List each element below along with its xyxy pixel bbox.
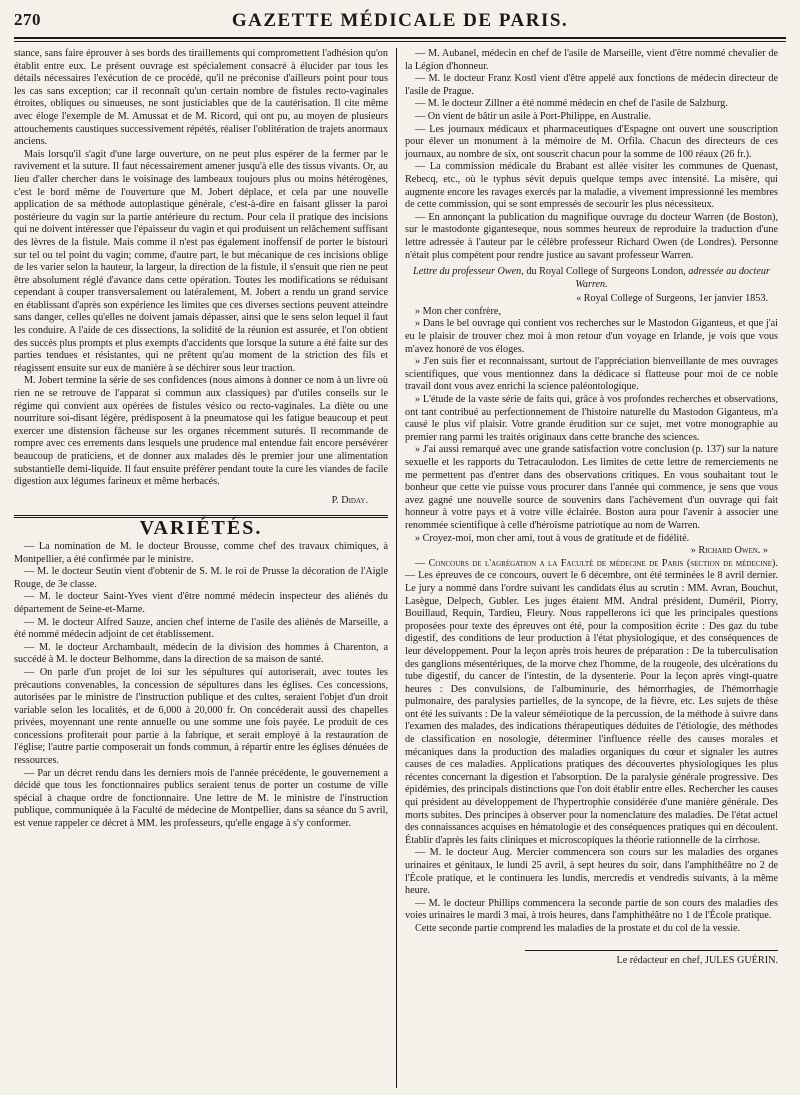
concours-heading: — Concours de l'agrégation a la Faculté de médecine de Paris (section de médecine). [415, 557, 778, 569]
news-item: — M. le docteur Saint-Yves vient d'être nommé médecin inspecteur des aliénés du département de Seine-et-Marne. [14, 591, 388, 615]
editor-signature: Le rédacteur en chef, JULES GUÉRIN. [525, 950, 778, 968]
letter-paragraph: » Dans le bel ouvrage qui contient vos recherches sur le Mastodon Giganteus, et que j'ai eu le plaisir de trouver chez moi à mon retour d'un voyage en Irlande, je vois que vous m'avez honoré de vos éloges. [405, 318, 778, 355]
letter-title-recipient: adressée au docteur Warren. [575, 266, 770, 290]
review-paragraph: Mais lorsqu'il s'agit d'une large ouverture, on ne peut plus espérer de la fermer par le ravivement et la suture. Il faut nécessairement amener jusqu'à elle des tissus vivants. Or, au lieu d'aller chercher dans le voisinage des lambeaux toujours plus ou moins hétérogènes, c'est le bord même de l'ouverture que M. Jobert déplace, et cela par une nouvelle application de sa méthode autoplastique générale, c'est-à-dire en faisant glisser la paroi postérieure du vagin sur la partie antérieure du rectum. Pour cela il pratique des incisions qui ne doivent intéresser que l'épaisseur du vagin et qui produisent un relâchement suffisant des lèvres de la fistule. Mais comme il n'est pas également inoffensif de porter le bistouri sur tel ou tel point du vagin; comme, d'autre part, le but mécanique de ces incisions oblige de les varier selon la hauteur, la largeur, la direction de la fistule, il s'ensuit que rien ne peut être absolument réglé d'avance dans cette opération. Toutes les modifications se réduisant cependant à couper transversalement ou latéralement, M. Jobert a rendu un grand service en établissant d'après son expérience les limites que ces diverses sections peuvent atteindre sans danger, celles qu'elles ne doivent jamais dépasser, ainsi que le sens selon lequel il faut les conduire. A l'aide de ces dissections, la solidité de la réunion est assurée, et l'on obtient des succès plus prompts et plus exempts d'accidents que lorsque la suture a été faite sur des parties tendues et résistantes, qui ne prêtent qu'au moment de la striction des fils et réagissent ensuite sur eux de manière à se déchirer sous leur traction. [14, 148, 388, 374]
right-column [396, 48, 778, 1088]
news-item: — M. le docteur Phillips commencera la seconde partie de son cours des maladies des voies urinaires le mardi 3 mai, à trois heures, dans l'amphithéâtre no 1 de l'École pratique. [405, 897, 778, 922]
review-paragraph: M. Jobert termine la série de ses confidences (nous aimons à donner ce nom à un livre où rien ne se retrouve de l'apparat si commun aux classiques) par d'utiles conseils sur le régime qui convient aux opérées de fistules vésico ou recto-vaginales. La diète ou une nourriture soi-disant légère, prédisposent à la pneumatose qui les fatigue beaucoup et peut exercer une distension fâcheuse sur les organes récemment suturés. Il recommande de rompre avec ces errements dans lesquels une prudence mal entendue fait encore persévérer beaucoup de praticiens, et de donner aux malades dès le premier jour une alimentation substantielle demi-liquide. Il faut ensuite préférer pendant toute la cure les viandes de facile digestion aux légumes farineux et même herbacés. [14, 375, 388, 488]
letter-paragraph: » L'étude de la vaste série de faits qui, grâce à vos profondes recherches et observations, ont tant contribué au perfectionnement de l'histoire naturelle du Mastodon Giganteus, m'a causé le plus vif plaisir. Votre grande érudition sur ce sujet, met votre monographie au premier rang parmi les traités originaux dans cette branche des sciences. [405, 394, 778, 443]
journal-title: GAZETTE MÉDICALE DE PARIS. [231, 10, 569, 31]
letter-closing: » Richard Owen. » [690, 545, 768, 557]
concours-body: — Les épreuves de ce concours, ouvert le 6 décembre, ont été terminées le 8 avril dernier. Le jury a nommé dans l'ordre suivant les candidats élus au scrutin : MM. Avran, Bouchut, Lasègue, Delpech, Gubler. Les juges étaient MM. Andral président, Duméril, Piorry, Bouillaud, Requin, Tardieu, Fleury. Nous rappellerons ici que les principales questions proposées pour texte des épreuves ont été, pour la composition écrite : Des gaz du tube digestif, des conditions de leur production à l'état physiologique, et des conséquences de leur développement. Pour la leçon après trois heures de préparation : De la tuberculisation des ganglions mésentériques, de la morve chez l'homme, de la rougeole, des ulcérations du tube digestif, du cancer de l'intestin, de la dysenterie. Pour la leçon après vingt-quatre heures : Des convulsions, de l'albuminurie, des hémorrhagies, de l'hémorrhagie pulmonaire, des paralysies partielles, de la syncope, de la fièvre, etc. Les sujets de thèse ont été les suivants : De la valeur séméiotique de la percussion, de la méthode à suivre dans l'examen des malades, des indications thérapeutiques déduites de l'étiologie, des méthodes de classification en nosologie, déterminer l'influence réelle des causes morales et mécaniques dans la production des maladies organiques du cœur et signaler les autres causes de ces maladies. Applications pratiques des découvertes physiologiques les plus récentes concernant la digestion et l'absorption. De la paralysie générale progressive. Des épidémies, des principals distinctions que l'on doit établir entre elles. Rechercher les causes qui président au développement de l'hypertrophie considérée d'une manière générale. Des morts subites. Des principes à observer pour la nomenclature des maladies. De l'état actuel des connaissances acquises en hématologie et des conséquences pratiques qui en découlent. Établir d'après les faits cliniques et microscopiques la théorie rationnelle de la cirrhose. [405, 570, 778, 846]
news-item: — M. le docteur Seutin vient d'obtenir de S. M. le roi de Prusse la décoration de l'Aigle Rouge, de 3e classe. [14, 566, 388, 590]
columns [14, 48, 786, 1088]
page-header [14, 8, 786, 34]
letter-salutation: » Mon cher confrère, [415, 305, 501, 317]
news-item [405, 558, 778, 848]
news-item: — On parle d'un projet de loi sur les sépultures qui autoriserait, avec toutes les précautions convenables, la concession de sépultures dans les églises. Ces concessions, autorisées par le ministre de l'instruction publique et des cultes, seraient l'objet d'un droit variable selon les localités, et de 6,000 à 20,000 fr. On concéderait aussi des chapelles privées, moyennant une rente annuelle ou une somme une fois payée. Le produit de ces concessions profiterait pour partie à la fabrique, et serait employé à la restauration de l'église; l'autre partie composerait un fonds commun, à répartir entre les églises dénuées de ressources. [14, 666, 388, 767]
news-item: — La nomination de M. le docteur Brousse, comme chef des travaux chimiques, à Montpellier, a été confirmée par le ministre. [14, 540, 388, 565]
section-title: VARIÉTÉS. [139, 517, 263, 540]
letter-paragraph: » Croyez-moi, mon cher ami, tout à vous de gratitude et de fidélité. [415, 532, 690, 544]
letter-title-author: Lettre du professeur Owen, [413, 266, 524, 278]
letter-paragraph: » J'ai aussi remarqué avec une grande satisfaction votre conclusion (p. 137) sur la nature sexuelle et les rapports du Tetracaulodon. Les limites de cette lettre de remerciements ne me permettent pas d'entrer dans des observations critiques. En vous souhaitant tout le bonheur que cette vie puisse vous procurer dans l'année qui commence, je sens que vous avez gagné une nouvelle source de souvenirs dans l'achèvement d'un ouvrage qui fait honneur à votre pays et à votre ville éclairée. Boston aura pour l'avenir à associer une renommée scientifique à celle d'héroïsme patriotique au nom de Warren. [405, 444, 778, 531]
review-paragraph: stance, sans faire éprouver à ses bords des tiraillements qui compromettent l'adhésion qu'on établit entre eux. Le présent ouvrage est spécialement consacré à élucider par tous les détails nécessaires l'exécution de ce procédé, qu'il ne préconise d'ailleurs point pour tous les cas sans exception; car il reconnaît qu'un certain nombre de fistules recto-vaginales étroites, obliques ou sinueuses, ne sont justiciables que de la cautérisation. Il cite même avec éloge l'exemple de M. Amussat et de M. Ricord, qui ont pu, au moyen de plusieurs attouchements caustiques successivement répétés, réaliser l'oblitération de trajets anormaux anciens. [14, 48, 388, 148]
news-item: — Les journaux médicaux et pharmaceutiques d'Espagne ont ouvert une souscription pour élever un monument à la mémoire de M. Orfila. Chacun des directeurs de ces journaux, au nombre de six, ont souscrit chacun pour la somme de 100 réaux (26 fr.). [405, 123, 778, 160]
header-rule [14, 37, 786, 39]
news-item: — La commission médicale du Brabant est allée visiter les communes de Quenast, Rebecq, etc., où le typhus sévit depuis quelque temps avec intensité. La misère, qui augmente encore les ravages exercés par la maladie, a vivement impressionné les membres de cette commission, qui se sont empressés de secourir les plus nécessiteux. [405, 161, 778, 211]
left-column [14, 48, 396, 1088]
news-item: — M. le docteur Archambault, médecin de la division des hommes à Charenton, a succédé à M. le docteur Belhomme, dans la direction de sa maison de santé. [14, 641, 388, 666]
news-item: — En annonçant la publication du magnifique ouvrage du docteur Warren (de Boston), sur le mastodonte giganteseque, nous sommes heureux de reproduire la traduction d'une lettre adressée à l'auteur par le célèbre professeur Richard Owen (de Londres). Personne n'était plus compétent pour rendre justice au savant professeur Warren. [405, 211, 778, 261]
news-item: — M. le docteur Zillner a été nommé médecin en chef de l'asile de Salzburg. [415, 98, 728, 110]
news-item: — M. le docteur Aug. Mercier commencera son cours sur les maladies des organes urinaires et génitaux, le lundi 25 avril, à sept heures du soir, dans l'amphithéâtre no 2 de l'École pratique, et le continuera les lundis, mercredis et vendredis suivants, à la même heure. [405, 847, 778, 897]
news-item: Cette seconde partie comprend les maladies de la prostate et du col de la vessie. [415, 922, 741, 934]
news-item: — M. le docteur Alfred Sauze, ancien chef interne de l'asile des aliénés de Marseille, a été nommé médecin adjoint de cet établissement. [14, 616, 388, 641]
header-rule-thin [14, 41, 786, 42]
letter-title [405, 266, 778, 291]
page-number: 270 [14, 10, 41, 29]
letter-dateline: « Royal College of Surgeons, 1er janvier 1853. [576, 293, 768, 305]
author-signature: P. Diday. [331, 494, 368, 506]
news-item: — On vient de bâtir un asile à Port-Philippe, en Australie. [415, 110, 651, 122]
letter-paragraph: » J'en suis fier et reconnaissant, surtout de l'appréciation bienveillante de mes ouvrages scientifiques, que vous mentionnez dans la dédicace si flatteuse pour moi de ce noble travail dont vous avez enrichi la science paléontologique. [405, 356, 778, 393]
news-item: — M. le docteur Franz Kostl vient d'être appelé aux fonctions de médecin directeur de l'asile de Prague. [405, 73, 778, 97]
news-item: — M. Aubanel, médecin en chef de l'asile de Marseille, vient d'être nommé chevalier de la Légion d'honneur. [405, 48, 778, 72]
letter-title-institution: du Royal College of Surgeons London, [523, 266, 689, 278]
news-item: — Par un décret rendu dans les derniers mois de l'année précédente, le gouvernement a décidé que tous les fonctionnaires publics seraient tenus de porter un costume de ville spécial à chaque ordre de fonctionnaire. Une lettre de M. le ministre de l'instruction publique, communiquée à la Faculté de médecine de Montpellier, dans sa séance du 5 avril, est venue rappeler ce décret à MM. les professeurs, qu'elle engage à s'y conformer. [14, 767, 388, 830]
